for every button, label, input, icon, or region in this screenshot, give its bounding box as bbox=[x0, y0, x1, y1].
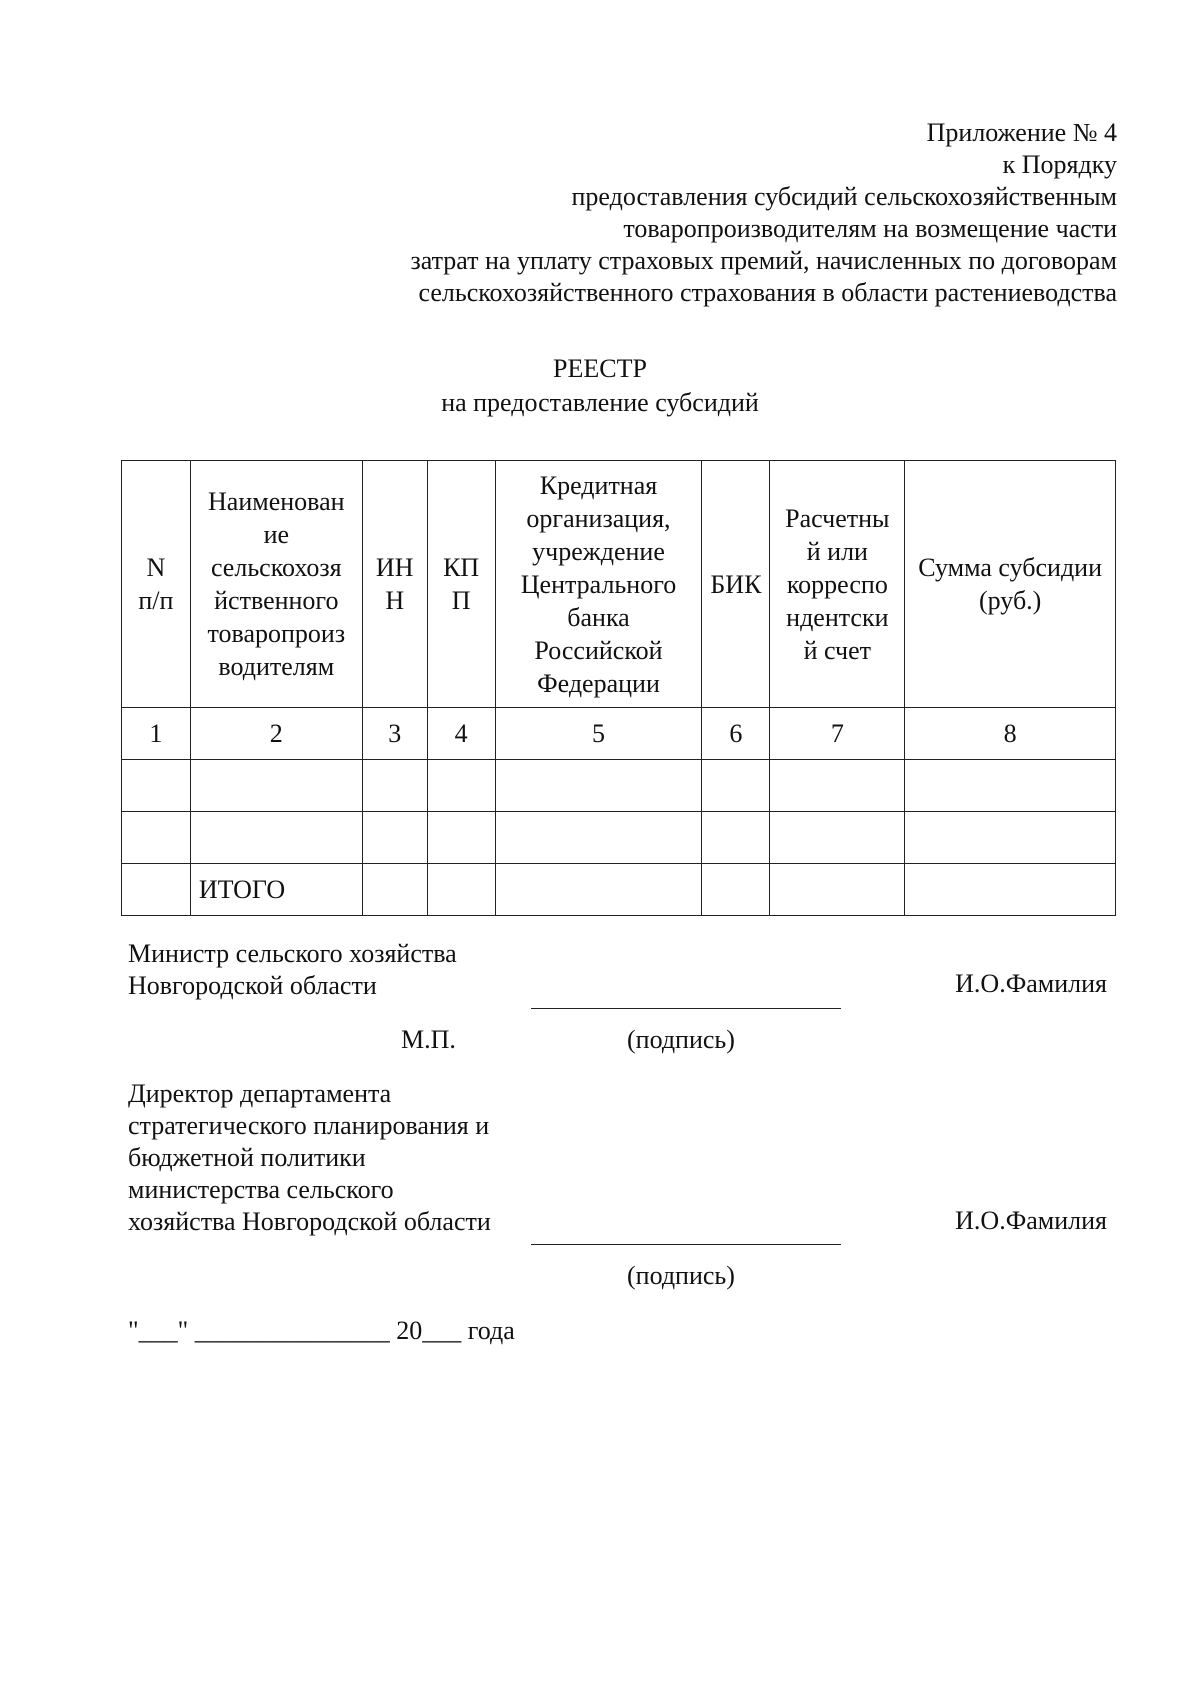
header-cell-inn: ИН Н bbox=[362, 461, 427, 708]
table-cell[interactable] bbox=[190, 760, 362, 812]
appendix-line: затрат на уплату страховых премий, начисленных по договорам bbox=[410, 246, 1117, 275]
date-line[interactable] bbox=[128, 1315, 515, 1347]
minister-title-line2: Новгородской области bbox=[128, 971, 377, 1000]
date-quote-open: " bbox=[128, 1316, 139, 1345]
header-cell-bik: БИК bbox=[702, 461, 770, 708]
column-number: 4 bbox=[427, 708, 495, 760]
column-number: 7 bbox=[770, 708, 905, 760]
signature-caption: (подпись) bbox=[627, 1261, 735, 1290]
date-quote-close: " bbox=[177, 1316, 189, 1345]
date-month-blank[interactable]: _______________ bbox=[194, 1316, 390, 1345]
director-name: И.О.Фамилия bbox=[955, 1206, 1107, 1235]
appendix-line: сельскохозяйственного страхования в области растениеводства bbox=[418, 278, 1117, 307]
table-cell[interactable] bbox=[702, 760, 770, 812]
date-suffix: года bbox=[467, 1316, 515, 1345]
table-cell[interactable] bbox=[905, 812, 1116, 864]
table-cell[interactable] bbox=[362, 760, 427, 812]
table-cell[interactable] bbox=[190, 812, 362, 864]
header-cell-subsidy-amount: Сумма субсидии (руб.) bbox=[905, 461, 1116, 708]
column-number-row bbox=[122, 708, 1116, 760]
table-cell[interactable] bbox=[770, 760, 905, 812]
table-cell[interactable] bbox=[122, 760, 191, 812]
header-row bbox=[122, 461, 1116, 708]
appendix-line: товаропроизводителям на возмещение части bbox=[623, 214, 1117, 243]
column-number: 2 bbox=[190, 708, 362, 760]
date-year-prefix: 20 bbox=[396, 1316, 423, 1345]
header-cell-credit-organization: Кредитная организация, учреждение Центрального банка Российской Федерации bbox=[495, 461, 702, 708]
column-number: 5 bbox=[495, 708, 702, 760]
director-title-line: стратегического планирования и bbox=[128, 1111, 490, 1140]
table-cell[interactable] bbox=[122, 812, 191, 864]
column-number: 3 bbox=[362, 708, 427, 760]
registry-table bbox=[121, 460, 1116, 916]
total-row bbox=[122, 864, 1116, 916]
date-day-blank[interactable]: ___ bbox=[138, 1316, 178, 1345]
table-row bbox=[122, 760, 1116, 812]
appendix-line: предоставления субсидий сельскохозяйственным bbox=[571, 182, 1117, 211]
table-cell[interactable] bbox=[702, 864, 770, 916]
header-cell-number: N п/п bbox=[122, 461, 191, 708]
total-amount-cell[interactable] bbox=[905, 864, 1116, 916]
director-title-line: бюджетной политики bbox=[128, 1143, 366, 1172]
total-label: ИТОГО bbox=[190, 864, 362, 916]
header-cell-kpp: КП П bbox=[427, 461, 495, 708]
director-title-line: Директор департамента bbox=[128, 1079, 392, 1108]
column-number: 8 bbox=[905, 708, 1116, 760]
table-cell[interactable] bbox=[495, 760, 702, 812]
director-title-line: хозяйства Новгородской области bbox=[128, 1207, 491, 1236]
column-number: 6 bbox=[702, 708, 770, 760]
minister-name: И.О.Фамилия bbox=[955, 969, 1107, 998]
title-main: РЕЕСТР bbox=[553, 354, 647, 383]
stamp-label: М.П. bbox=[401, 1025, 456, 1054]
table-cell[interactable] bbox=[427, 864, 495, 916]
appendix-line: к Порядку bbox=[1002, 150, 1117, 179]
signature-caption: (подпись) bbox=[627, 1025, 735, 1054]
table-cell[interactable] bbox=[702, 812, 770, 864]
table-cell[interactable] bbox=[362, 864, 427, 916]
minister-title-line1: Министр сельского хозяйства bbox=[128, 939, 457, 968]
table-cell[interactable] bbox=[495, 812, 702, 864]
director-signature-line[interactable] bbox=[531, 1244, 841, 1245]
table-cell[interactable] bbox=[122, 864, 191, 916]
table-cell[interactable] bbox=[905, 760, 1116, 812]
minister-signature-line[interactable] bbox=[531, 1008, 841, 1009]
title-sub: на предоставление субсидий bbox=[441, 388, 759, 417]
appendix-line: Приложение № 4 bbox=[926, 118, 1117, 147]
date-year-blank[interactable]: ___ bbox=[422, 1316, 462, 1345]
table-cell[interactable] bbox=[770, 812, 905, 864]
column-number: 1 bbox=[122, 708, 191, 760]
table-cell[interactable] bbox=[495, 864, 702, 916]
header-cell-account: Расчетны й или корреспо ндентски й счет bbox=[770, 461, 905, 708]
table-cell[interactable] bbox=[427, 760, 495, 812]
document-title bbox=[0, 352, 1200, 420]
table-cell[interactable] bbox=[362, 812, 427, 864]
director-title-line: министерства сельского bbox=[128, 1175, 394, 1204]
table-row bbox=[122, 812, 1116, 864]
table-cell[interactable] bbox=[427, 812, 495, 864]
header-cell-producer-name: Наименован ие сельскохозя йственного товаропроиз водителям bbox=[190, 461, 362, 708]
appendix-header bbox=[410, 117, 1117, 309]
table-cell[interactable] bbox=[770, 864, 905, 916]
